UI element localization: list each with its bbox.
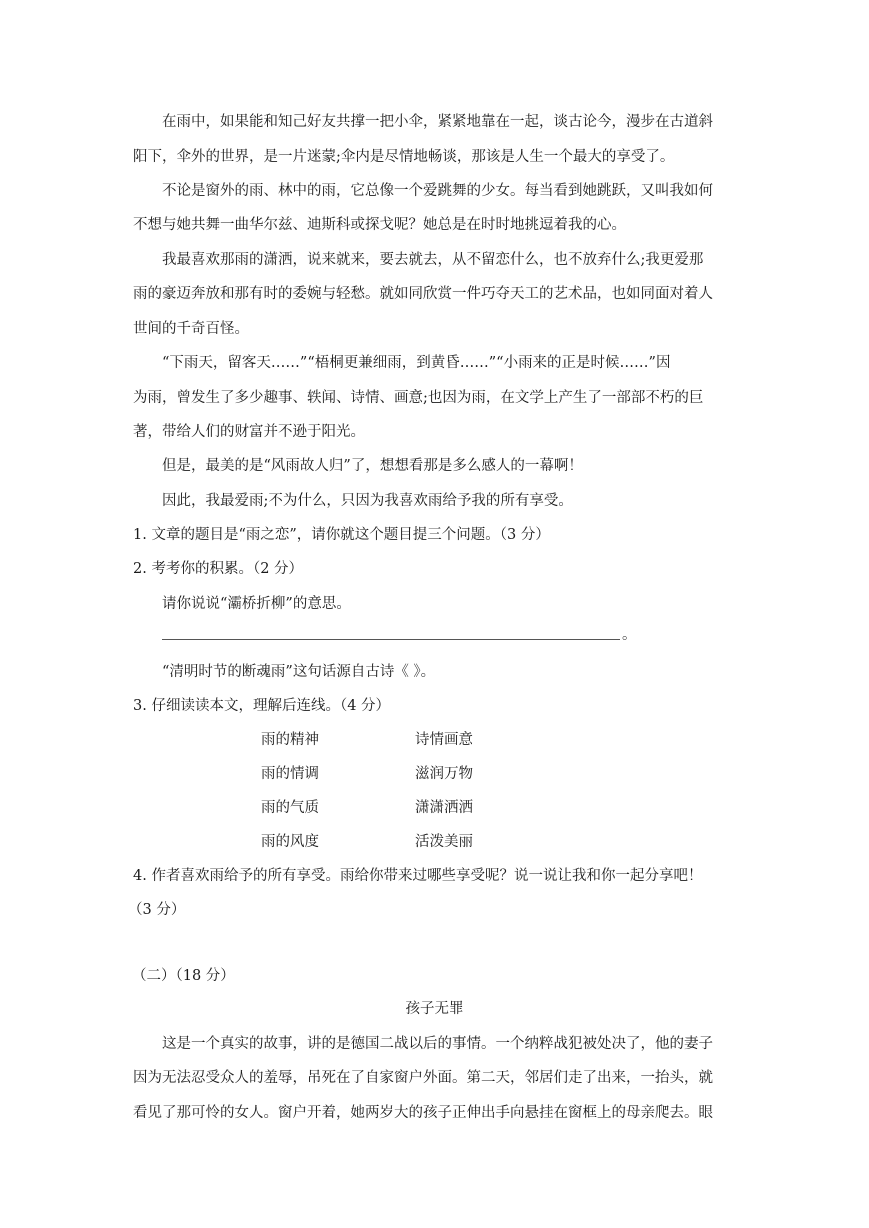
question-2b: “清明时节的断魂雨”这句话源自古诗《 》。 bbox=[162, 664, 436, 680]
question-4-points: （3 分） bbox=[128, 902, 186, 918]
match-right-item[interactable]: 活泼美丽 bbox=[415, 834, 473, 850]
section-header: （二）（18 分） bbox=[132, 968, 235, 984]
paragraph-line: 雨的豪迈奔放和那有时的委婉与轻愁。就如同欣赏一件巧夺天工的艺术品，也如同面对着人 bbox=[133, 286, 713, 302]
paragraph-line: 因为无法忍受众人的羞辱，吊死在了自家窗户外面。第二天，邻居们走了出来，一抬头，就 bbox=[133, 1070, 713, 1086]
paragraph-line: 不想与她共舞一曲华尔兹、迪斯科或探戈呢？她总是在时时地挑逗着我的心。 bbox=[133, 217, 626, 233]
paragraph-line: 不论是窗外的雨、林中的雨，它总像一个爱跳舞的少女。每当看到她跳跃，又叫我如何 bbox=[162, 183, 713, 199]
match-left-item[interactable]: 雨的气质 bbox=[261, 800, 319, 816]
answer-blank-end: 。 bbox=[622, 627, 637, 643]
question-1: 1. 文章的题目是“雨之恋”，请你就这个题目提三个问题。（3 分） bbox=[133, 527, 550, 543]
match-right-item[interactable]: 诗情画意 bbox=[415, 732, 473, 748]
match-left-item[interactable]: 雨的情调 bbox=[261, 766, 319, 782]
question-2: 2. 考考你的积累。（2 分） bbox=[133, 561, 304, 577]
match-right-item[interactable]: 滋润万物 bbox=[415, 766, 473, 782]
paragraph-line: 我最喜欢那雨的潇洒，说来就来，要去就去，从不留恋什么，也不放弃什么;我更爱那 bbox=[162, 252, 704, 268]
paragraph-line: 因此，我最爱雨;不为什么，只因为我喜欢雨给予我的所有享受。 bbox=[162, 493, 573, 509]
paragraph-line: 著，带给人们的财富并不逊于阳光。 bbox=[133, 424, 365, 440]
question-3: 3. 仔细读读本文，理解后连线。（4 分） bbox=[133, 698, 391, 714]
match-left-item[interactable]: 雨的精神 bbox=[261, 732, 319, 748]
answer-blank-line[interactable] bbox=[162, 639, 620, 640]
paragraph-line: 阳下，伞外的世界，是一片迷蒙;伞内是尽情地畅谈，那该是人生一个最大的享受了。 bbox=[133, 149, 675, 165]
match-left-item[interactable]: 雨的风度 bbox=[261, 834, 319, 850]
paragraph-line: 这是一个真实的故事，讲的是德国二战以后的事情。一个纳粹战犯被处决了，他的妻子 bbox=[162, 1036, 713, 1052]
paragraph-line: 但是，最美的是“风雨故人归”了，想想看那是多么感人的一幕啊！ bbox=[162, 458, 583, 474]
story-title: 孩子无罪 bbox=[405, 1001, 464, 1017]
paragraph-line: 世间的千奇百怪。 bbox=[133, 321, 249, 337]
question-2a: 请你说说“灞桥折柳”的意思。 bbox=[162, 596, 351, 612]
match-right-item[interactable]: 潇潇洒洒 bbox=[415, 800, 473, 816]
question-4: 4. 作者喜欢雨给予的所有享受。雨给你带来过哪些享受呢？说一说让我和你一起分享吧！ bbox=[133, 868, 703, 884]
paragraph-line: 在雨中，如果能和知己好友共撑一把小伞，紧紧地靠在一起，谈古论今，漫步在古道斜 bbox=[162, 114, 713, 130]
paragraph-line: 为雨，曾发生了多少趣事、轶闻、诗情、画意;也因为雨，在文学上产生了一部部不朽的巨 bbox=[133, 390, 704, 406]
paragraph-line: “下雨天，留客天……”“梧桐更兼细雨，到黄昏……”“小雨来的正是时候……”因 bbox=[162, 355, 671, 371]
paragraph-line: 看见了那可怜的女人。窗户开着，她两岁大的孩子正伸出手向悬挂在窗框上的母亲爬去。眼 bbox=[133, 1105, 713, 1121]
